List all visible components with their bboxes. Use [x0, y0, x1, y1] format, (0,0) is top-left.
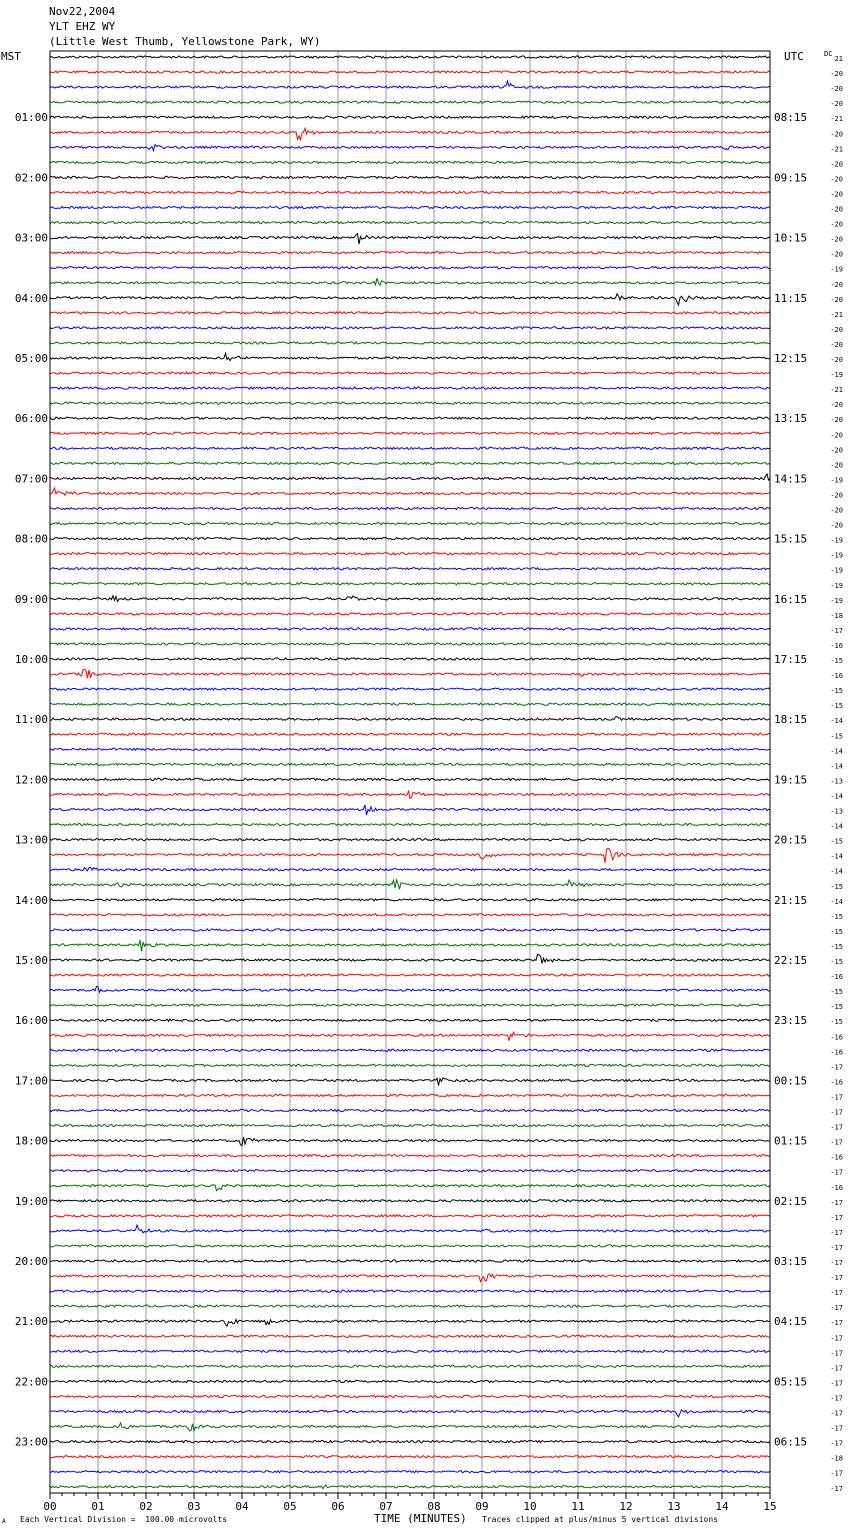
- x-tick-label: 15: [763, 1500, 777, 1513]
- right-timezone-label: UTC: [784, 50, 804, 63]
- dc-offset-label: -17: [830, 1469, 843, 1478]
- trace-row-74: [50, 1170, 770, 1172]
- utc-hour-label: 02:15: [774, 1194, 808, 1208]
- dc-offset-label: -19: [830, 265, 843, 274]
- dc-offset-label: -20: [830, 70, 843, 79]
- dc-offset-label: -13: [830, 777, 843, 786]
- clip-note: Traces clipped at plus/minus 5 vertical divisions: [482, 1515, 719, 1524]
- trace-row-19: [50, 342, 770, 344]
- trace-row-86: [50, 1350, 770, 1352]
- x-tick-label: 03: [187, 1500, 201, 1513]
- mst-hour-label: 05:00: [14, 352, 48, 365]
- mst-hour-label: 10:00: [14, 653, 48, 666]
- dc-offset-label: -17: [830, 1138, 843, 1147]
- utc-hour-label: 21:15: [774, 893, 808, 907]
- dc-offset-label: -20: [830, 521, 843, 530]
- trace-row-79: [50, 1245, 770, 1247]
- utc-hour-label: 05:15: [774, 1375, 808, 1389]
- trace-row-41: [50, 669, 770, 678]
- trace-row-72: [50, 1137, 770, 1145]
- utc-hour-label: 20:15: [774, 833, 808, 847]
- dc-offset-label: -17: [830, 1424, 843, 1433]
- trace-row-55: [50, 880, 770, 889]
- dc-offset-label: -14: [830, 717, 843, 726]
- trace-row-0: [50, 56, 770, 58]
- dc-offset-label: -20: [830, 100, 843, 109]
- trace-row-44: [50, 717, 770, 721]
- trace-row-17: [50, 312, 770, 314]
- trace-row-92: [50, 1441, 770, 1443]
- dc-offset-label: -19: [830, 371, 843, 380]
- x-tick-label: 14: [715, 1500, 729, 1513]
- trace-row-18: [50, 327, 770, 329]
- dc-offset-label: -16: [830, 1183, 843, 1192]
- trace-row-71: [50, 1125, 770, 1127]
- dc-offset-label: -20: [830, 130, 843, 139]
- scale-mark: A: [2, 1518, 6, 1525]
- trace-row-91: [50, 1423, 770, 1431]
- dc-offset-label: -17: [830, 1168, 843, 1177]
- trace-row-57: [50, 914, 770, 916]
- x-tick-label: 09: [475, 1500, 489, 1513]
- trace-row-88: [50, 1380, 770, 1382]
- trace-row-37: [50, 613, 770, 615]
- dc-offset-label: -16: [830, 1078, 843, 1087]
- dc-offset-label: -20: [830, 295, 843, 304]
- mst-hour-label: 17:00: [14, 1074, 48, 1088]
- trace-row-3: [50, 101, 770, 103]
- x-axis-title: TIME (MINUTES): [374, 1512, 467, 1525]
- trace-row-52: [50, 839, 770, 841]
- mst-hour-label: 20:00: [14, 1255, 48, 1268]
- mst-hour-label: 02:00: [14, 171, 48, 185]
- left-timezone-label: MST: [1, 50, 21, 63]
- trace-row-85: [50, 1335, 770, 1337]
- dc-offset-label: -17: [830, 1274, 843, 1283]
- trace-row-49: [50, 791, 770, 798]
- mst-hour-label: 01:00: [14, 111, 48, 125]
- dc-offset-label: -20: [830, 461, 843, 470]
- dc-offset-label: -18: [830, 1454, 843, 1463]
- dc-offset-label: -17: [830, 1304, 843, 1313]
- dc-offset-label: -21: [830, 386, 843, 395]
- dc-offset-label: -14: [830, 867, 843, 876]
- dc-offset-label: -17: [830, 1108, 843, 1117]
- mst-hour-label: 03:00: [14, 231, 48, 245]
- dc-offset-label: -15: [830, 837, 843, 846]
- trace-row-47: [50, 763, 770, 765]
- dc-offset-label: -20: [830, 160, 843, 169]
- mst-hour-label: 13:00: [14, 833, 48, 847]
- trace-row-51: [50, 824, 770, 826]
- trace-row-67: [50, 1064, 770, 1066]
- dc-offset-label: -17: [830, 1484, 843, 1493]
- trace-row-33: [50, 553, 770, 555]
- dc-offset-label: -20: [830, 506, 843, 515]
- x-tick-label: 08: [427, 1500, 441, 1513]
- dc-offset-label: -14: [830, 897, 843, 906]
- x-tick-label: 04: [235, 1500, 249, 1513]
- trace-row-87: [50, 1365, 770, 1367]
- trace-row-6: [50, 145, 770, 151]
- trace-row-4: [50, 116, 770, 118]
- trace-row-26: [50, 447, 770, 449]
- trace-row-68: [50, 1078, 770, 1086]
- dc-offset-label: -17: [830, 1439, 843, 1448]
- dc-offset-label: -19: [830, 596, 843, 605]
- dc-offset-label: -15: [830, 882, 843, 891]
- dc-offset-label: -13: [830, 807, 843, 816]
- x-tick-label: 10: [523, 1500, 537, 1513]
- trace-row-89: [50, 1395, 770, 1397]
- trace-row-65: [50, 1032, 770, 1040]
- mst-hour-label: 16:00: [14, 1014, 48, 1028]
- dc-offset-label: -20: [830, 431, 843, 440]
- trace-row-24: [50, 417, 770, 419]
- dc-offset-label: -15: [830, 942, 843, 951]
- trace-row-23: [50, 402, 770, 404]
- dc-offset-label: -20: [830, 85, 843, 94]
- trace-row-94: [50, 1471, 770, 1473]
- utc-hour-label: 17:15: [774, 653, 808, 666]
- trace-row-58: [50, 929, 770, 931]
- utc-hour-label: 01:15: [774, 1134, 808, 1148]
- trace-row-60: [50, 954, 770, 963]
- dc-offset-label: -14: [830, 762, 843, 771]
- dc-offset-label: -17: [830, 1259, 843, 1267]
- trace-row-82: [50, 1290, 770, 1292]
- trace-row-25: [50, 432, 770, 434]
- trace-row-59: [50, 940, 770, 951]
- dc-offset-label: -15: [830, 912, 843, 921]
- trace-row-29: [50, 488, 770, 495]
- trace-row-84: [50, 1319, 770, 1326]
- scale-note: Each Vertical Division = 100.00 microvolts: [20, 1515, 228, 1524]
- mst-hour-label: 21:00: [14, 1315, 48, 1329]
- dc-offset-label: -15: [830, 657, 843, 665]
- x-tick-label: 12: [619, 1500, 633, 1513]
- x-tick-label: 02: [139, 1500, 153, 1513]
- dc-offset-label: -19: [830, 581, 843, 590]
- mst-hour-label: 19:00: [14, 1194, 48, 1208]
- trace-row-27: [50, 462, 770, 464]
- dc-offset-label: -17: [830, 1063, 843, 1072]
- dc-offset-label: -15: [830, 958, 843, 966]
- utc-hour-label: 08:15: [774, 111, 808, 125]
- trace-row-16: [50, 294, 770, 305]
- x-tick-label: 06: [331, 1500, 345, 1513]
- dc-offset-label: -19: [830, 476, 843, 485]
- trace-row-81: [50, 1274, 770, 1282]
- trace-row-11: [50, 222, 770, 224]
- mst-hour-label: 08:00: [14, 532, 48, 546]
- utc-hour-label: 04:15: [774, 1315, 808, 1329]
- trace-row-64: [50, 1019, 770, 1021]
- mst-hour-label: 15:00: [14, 954, 48, 967]
- dc-offset-label: -20: [830, 280, 843, 289]
- trace-row-34: [50, 568, 770, 570]
- mst-hour-label: 14:00: [14, 893, 48, 907]
- trace-row-50: [50, 805, 770, 815]
- mst-hour-label: 11:00: [14, 713, 48, 727]
- dc-offset-label: -15: [830, 1018, 843, 1027]
- trace-row-95: [50, 1485, 770, 1489]
- dc-offset-label: -19: [830, 536, 843, 545]
- trace-row-78: [50, 1225, 770, 1233]
- trace-row-7: [50, 161, 770, 163]
- dc-offset-label: -17: [830, 1379, 843, 1388]
- trace-row-14: [50, 267, 770, 269]
- trace-row-80: [50, 1260, 770, 1262]
- dc-offset-label: -20: [830, 491, 843, 500]
- trace-row-73: [50, 1155, 770, 1157]
- utc-hour-label: 06:15: [774, 1435, 808, 1449]
- dc-offset-label: -16: [830, 1033, 843, 1042]
- dc-offset-label: -15: [830, 1003, 843, 1012]
- dc-offset-label: -16: [830, 1153, 843, 1162]
- trace-row-75: [50, 1184, 770, 1190]
- dc-offset-label: -15: [830, 687, 843, 696]
- dc-offset-label: -20: [830, 446, 843, 455]
- dc-offset-label: -15: [830, 732, 843, 741]
- mst-hour-label: 23:00: [14, 1435, 48, 1449]
- utc-hour-label: 14:15: [774, 472, 808, 486]
- dc-offset-label: -21: [830, 145, 843, 154]
- utc-hour-label: 19:15: [774, 773, 808, 787]
- dc-offset-label: -17: [830, 1198, 843, 1207]
- dc-offset-label: -20: [830, 416, 843, 425]
- dc-offset-label: -17: [830, 1093, 843, 1102]
- trace-row-28: [50, 474, 770, 480]
- dc-offset-label: -15: [830, 927, 843, 936]
- x-tick-label: 13: [667, 1500, 681, 1513]
- trace-row-90: [50, 1410, 770, 1417]
- mst-hour-label: 12:00: [14, 773, 48, 787]
- trace-row-45: [50, 733, 770, 735]
- dc-offset-label: -18: [830, 611, 843, 620]
- trace-row-40: [50, 658, 770, 660]
- dc-offset-label: -15: [830, 702, 843, 711]
- utc-hour-label: 23:15: [774, 1014, 808, 1028]
- trace-row-53: [50, 848, 770, 863]
- trace-row-70: [50, 1109, 770, 1111]
- utc-hour-label: 10:15: [774, 231, 808, 245]
- trace-row-5: [50, 128, 770, 140]
- utc-hour-label: 13:15: [774, 412, 808, 426]
- dc-offset-label: -14: [830, 747, 843, 756]
- trace-row-10: [50, 206, 770, 208]
- utc-hour-label: 11:15: [774, 291, 808, 305]
- trace-row-61: [50, 974, 770, 976]
- dc-offset-label: -17: [830, 1213, 843, 1222]
- dc-offset-label: -20: [830, 401, 843, 410]
- plot-date: Nov22,2004: [49, 5, 116, 18]
- dc-offset-label: -20: [830, 190, 843, 199]
- dc-offset-label: -19: [830, 551, 843, 560]
- trace-row-39: [50, 643, 770, 645]
- dc-offset-label: -20: [830, 356, 843, 364]
- dc-offset-label: -19: [830, 566, 843, 575]
- dc-offset-label: -16: [830, 1048, 843, 1057]
- mst-hour-label: 18:00: [14, 1134, 48, 1148]
- dc-offset-label: -15: [830, 988, 843, 997]
- mst-hour-label: 04:00: [14, 291, 48, 305]
- trace-row-9: [50, 191, 770, 193]
- dc-offset-label: -17: [830, 1364, 843, 1373]
- dc-offset-label: -17: [830, 1334, 843, 1343]
- trace-row-13: [50, 252, 770, 254]
- trace-row-31: [50, 523, 770, 525]
- dc-offset-label: -21: [830, 115, 843, 124]
- trace-row-38: [50, 628, 770, 630]
- dc-offset-label: -20: [830, 175, 843, 184]
- dc-offset-label: -21: [830, 310, 843, 319]
- trace-row-36: [50, 596, 770, 602]
- utc-hour-label: 15:15: [774, 532, 808, 546]
- utc-hour-label: 16:15: [774, 592, 808, 606]
- dc-offset-label: -16: [830, 641, 843, 650]
- trace-row-63: [50, 1004, 770, 1006]
- trace-row-43: [50, 703, 770, 705]
- trace-row-48: [50, 778, 770, 780]
- dc-offset-label: -16: [830, 973, 843, 982]
- trace-row-42: [50, 688, 770, 690]
- trace-row-76: [50, 1200, 770, 1202]
- trace-row-15: [50, 278, 770, 285]
- mst-hour-label: 09:00: [14, 592, 48, 606]
- dc-offset-label: -20: [830, 220, 843, 229]
- dc-offset-label: -17: [830, 1243, 843, 1252]
- trace-row-46: [50, 748, 770, 750]
- dc-offset-label: -17: [830, 626, 843, 635]
- trace-row-22: [50, 387, 770, 389]
- trace-row-20: [50, 353, 770, 360]
- trace-row-77: [50, 1215, 770, 1217]
- trace-row-56: [50, 899, 770, 901]
- mst-hour-label: 22:00: [14, 1375, 48, 1389]
- dc-offset-label: -17: [830, 1228, 843, 1237]
- station-code: YLT EHZ WY: [49, 20, 116, 33]
- dc-label: DC: [824, 50, 833, 58]
- x-tick-label: 01: [91, 1500, 105, 1513]
- dc-offset-label: -20: [830, 235, 843, 244]
- utc-hour-label: 03:15: [774, 1255, 808, 1268]
- trace-row-12: [50, 234, 770, 245]
- utc-hour-label: 22:15: [774, 954, 808, 967]
- trace-row-93: [50, 1456, 770, 1458]
- dc-offset-label: -17: [830, 1349, 843, 1358]
- utc-hour-label: 18:15: [774, 713, 808, 727]
- dc-offset-label: -17: [830, 1394, 843, 1403]
- dc-offset-label: -14: [830, 792, 843, 801]
- x-tick-label: 07: [379, 1500, 393, 1513]
- dc-offset-label: -20: [830, 340, 843, 349]
- trace-row-30: [50, 507, 770, 509]
- dc-offset-label: -17: [830, 1409, 843, 1418]
- trace-row-8: [50, 176, 770, 178]
- utc-hour-label: 12:15: [774, 352, 808, 365]
- dc-offset-label: -20: [830, 205, 843, 214]
- utc-hour-label: 00:15: [774, 1074, 808, 1088]
- trace-row-32: [50, 538, 770, 540]
- mst-hour-label: 06:00: [14, 412, 48, 426]
- trace-row-1: [50, 71, 770, 73]
- mst-hour-label: 07:00: [14, 472, 48, 486]
- x-tick-label: 05: [283, 1500, 297, 1513]
- dc-offset-label: -20: [830, 325, 843, 334]
- trace-row-21: [50, 372, 770, 374]
- utc-hour-label: 09:15: [774, 171, 808, 185]
- trace-row-35: [50, 583, 770, 585]
- dc-offset-label: -17: [830, 1123, 843, 1132]
- dc-offset-label: 21: [834, 55, 843, 63]
- dc-offset-label: -17: [830, 1319, 843, 1328]
- dc-offset-label: -14: [830, 822, 843, 831]
- trace-row-62: [50, 986, 770, 992]
- dc-offset-label: -14: [830, 852, 843, 861]
- trace-row-2: [50, 81, 770, 88]
- trace-row-66: [50, 1049, 770, 1051]
- station-location: (Little West Thumb, Yellowstone Park, WY): [49, 35, 321, 48]
- trace-row-54: [50, 867, 770, 871]
- trace-row-69: [50, 1094, 770, 1096]
- x-tick-label: 00: [43, 1500, 57, 1513]
- dc-offset-label: -16: [830, 672, 843, 681]
- x-tick-label: 11: [571, 1500, 585, 1513]
- dc-offset-label: -20: [830, 250, 843, 259]
- dc-offset-label: -17: [830, 1289, 843, 1298]
- trace-row-83: [50, 1305, 770, 1307]
